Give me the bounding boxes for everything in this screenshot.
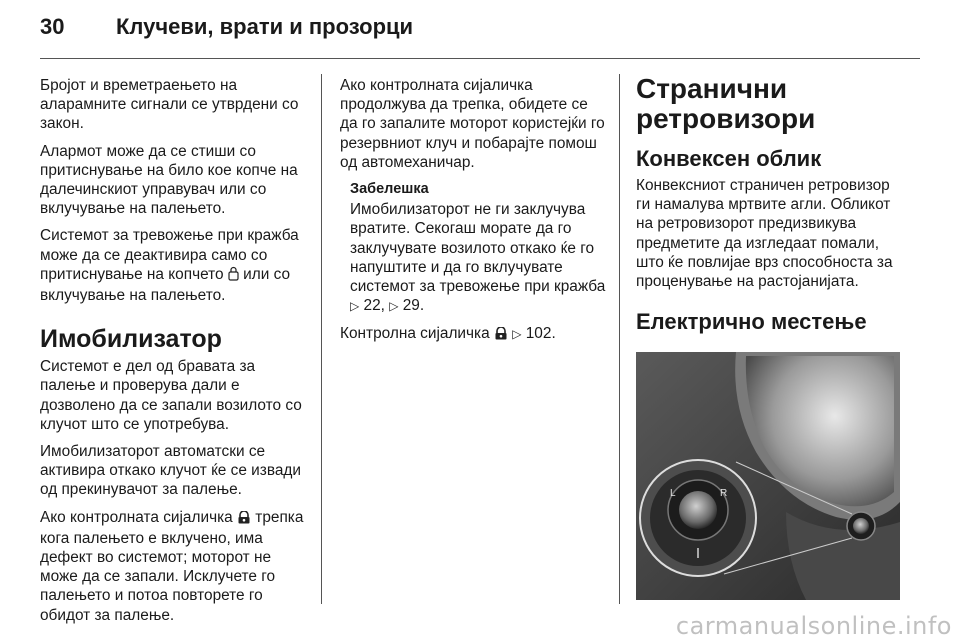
immobiliser-lamp-icon xyxy=(494,326,508,345)
mirror-adjustment-figure xyxy=(636,352,900,600)
note-body: Имобилизаторот не ги заклучува вратите. Секогаш морате да го заклучувате возилото откако ќе го напуштите и да го вклучувате системот за тревожење при кражба xyxy=(350,201,606,296)
lamp-flashing-paragraph: Ако контролната сијаличка продолжува да трепка, обидете се да го запалите моторот користејќи го резервниот клуч и побарајте помош од автомеханичар. xyxy=(340,77,605,171)
figure-label-right: R xyxy=(720,488,728,499)
immobiliser-paragraph-2: Имобилизаторот автоматски се активира откако клучот ќе се извади од прекинувачот за палење. xyxy=(40,443,301,499)
column-1 xyxy=(40,76,312,633)
immobiliser-lamp-icon xyxy=(237,510,251,529)
control-lamp-text: Контролна сијаличка xyxy=(340,325,494,343)
column-divider-left xyxy=(321,74,322,604)
lamp-text-end: трепка кога палењето е вклучено, има дефект во системот; моторот не може да се запали. Исклучете го палењето и потоа повторете го обидот за палење. xyxy=(40,508,304,624)
lock-button-icon xyxy=(228,266,239,286)
note-box xyxy=(350,180,608,316)
lamp-text-start: Ако контролната сијаличка xyxy=(40,508,237,526)
convex-shape-heading: Конвексен облик xyxy=(636,146,822,171)
header-rule xyxy=(40,58,920,59)
note-text: Имобилизаторот не ги заклучува вратите. Секогаш морате да го заклучувате возилото откако ќе го напуштите и да го вклучувате системот за тревожење при кражба ▷ 22, ▷ 29. xyxy=(350,201,606,315)
immobiliser-paragraph-1: Системот е дел од бравата за палење и проверува дали е дозволено да се запали возилото со клучот што се употребува. xyxy=(40,358,302,433)
column-2 xyxy=(340,76,608,354)
control-lamp-ref[interactable]: 102 xyxy=(525,325,552,343)
deactivate-text-start: Системот за тревожење при кражба може да се деактивира само со притиснување на копчето xyxy=(40,227,299,283)
note-ref-1[interactable]: 22 xyxy=(363,297,381,315)
mirror-adjustment-illustration xyxy=(636,352,900,600)
side-mirrors-heading: Странични ретровизори xyxy=(636,73,816,134)
watermark: carmanualsonline.info xyxy=(675,612,952,640)
reference-arrow-icon: ▷ xyxy=(389,299,399,314)
alarm-silence-paragraph: Алармот може да се стиши со притиснување на било кое копче на далечинскиот управувач или со вклучување на палењето. xyxy=(40,142,298,218)
column-divider-right xyxy=(619,74,620,604)
alarm-duration-paragraph: Бројот и времетраењето на аларамните сигнали се утврдени со закон. xyxy=(40,77,299,133)
column-3 xyxy=(636,74,906,339)
running-title: Клучеви, врати и прозорци xyxy=(116,14,414,39)
reference-arrow-icon: ▷ xyxy=(350,299,360,314)
immobiliser-heading: Имобилизатор xyxy=(40,325,222,354)
electric-adjustment-heading: Електрично местење xyxy=(636,309,867,335)
deactivate-text-end: или со вклучување на палењето. xyxy=(40,265,290,305)
control-lamp-line: Контролна сијаличка ▷ 102. xyxy=(340,324,608,345)
note-ref-2[interactable]: 29 xyxy=(402,297,420,315)
alarm-deactivate-paragraph xyxy=(40,226,312,305)
figure-label-left: L xyxy=(670,488,676,499)
page-number: 30 xyxy=(40,14,65,39)
reference-arrow-icon: ▷ xyxy=(512,327,522,342)
convex-shape-paragraph: Конвексниот страничен ретровизор ги намалува мртвите агли. Обликот на ретровизорот предизвикува предметите да изгледаат помали, што ќе повлијае врз способноста за проценување на растојанијата. xyxy=(636,177,893,291)
note-title: Забелешка xyxy=(350,181,429,198)
immobiliser-paragraph-3 xyxy=(40,508,312,625)
